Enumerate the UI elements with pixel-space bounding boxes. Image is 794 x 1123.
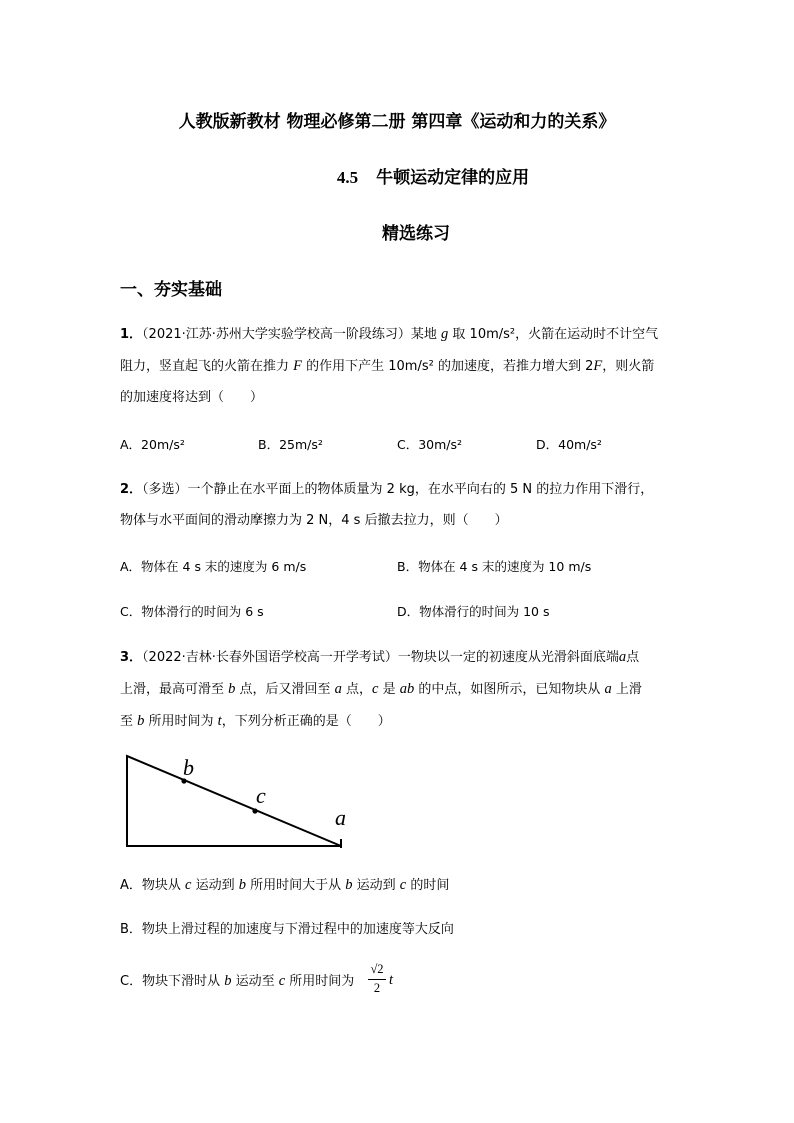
- q3-text: 上滑，最高可滑至: [120, 682, 229, 697]
- q3-var-t: t: [217, 713, 222, 729]
- q1-line-1: [120, 324, 658, 345]
- q3-text: 的时间: [406, 878, 450, 893]
- q3-var-a: a: [604, 681, 612, 697]
- q2-option-d: D．物体滑行的时间为 10 s: [397, 604, 550, 619]
- point-c-dot: [252, 808, 257, 813]
- q1-var-g: g: [441, 326, 449, 342]
- document-title: 人教版新教材 物理必修第二册 第四章《运动和力的关系》: [178, 112, 616, 132]
- q3-line-3: [120, 711, 391, 732]
- q1-source: （2021·江苏·苏州大学实验学校高一阶段练习）: [142, 327, 411, 342]
- label-a: a: [335, 805, 346, 830]
- q1-option-b: B．25m/s²: [258, 437, 323, 452]
- q3-var-c: c: [399, 877, 407, 893]
- lesson-number: 4.5: [336, 168, 359, 187]
- q3-text: 点: [626, 650, 640, 665]
- q3-line-1: [120, 647, 639, 668]
- q1-var-F: F: [593, 358, 603, 374]
- q1-text: 某地: [410, 327, 442, 342]
- q3-text: 点，后又滑回至: [235, 682, 335, 697]
- q3-text: ，下列分析正确的是（ ）: [221, 714, 391, 729]
- q3-text: 所用时间为: [144, 714, 218, 729]
- q3-text: C．物块下滑时从: [120, 974, 225, 989]
- q3-var-c: c: [278, 973, 286, 989]
- q3-text: 点，: [341, 682, 373, 697]
- q1-number: 1．: [120, 327, 143, 342]
- document-subtitle: 精选练习: [382, 224, 450, 244]
- fraction-bar: [368, 979, 386, 980]
- q3-var-b: b: [345, 877, 353, 893]
- q3-text: 的中点，如图所示，已知物块从: [414, 682, 605, 697]
- q3-text: 一物块以一定的初速度从光滑斜面底端: [397, 650, 619, 665]
- q3-option-c: [120, 971, 354, 992]
- q3-var-b: b: [238, 877, 246, 893]
- q3-var-a: a: [618, 649, 627, 665]
- q3-var-ab: ab: [399, 681, 415, 697]
- q3-number: 3．: [120, 650, 143, 665]
- q2-option-c: C．物体滑行的时间为 6 s: [120, 604, 264, 619]
- label-c: c: [256, 783, 266, 808]
- q3-text: 所用时间为: [285, 974, 355, 989]
- q1-text: ，则火箭: [602, 359, 655, 374]
- q2-number: 2．: [120, 482, 143, 497]
- q2-option-a: A．物体在 4 s 末的速度为 6 m/s: [120, 559, 307, 574]
- q3-option-b: B．物块上滑过程的加速度与下滑过程中的加速度等大反向: [120, 922, 454, 937]
- q2-line-1: [120, 480, 653, 500]
- q3-var-b: b: [224, 973, 232, 989]
- q3-var-c: c: [372, 681, 379, 697]
- q3-option-a: [120, 875, 449, 896]
- incline-triangle: [127, 756, 341, 846]
- fraction-sqrt2-over-2: [366, 962, 388, 996]
- q3-var-b: b: [228, 681, 236, 697]
- fraction-denominator: 2: [373, 981, 381, 995]
- q1-text: 阻力，竖直起飞的火箭在推力: [120, 359, 294, 374]
- lesson-heading: [0, 163, 794, 188]
- q1-line-2: [120, 356, 654, 377]
- q1-line-3: 的加速度将达到（ ）: [120, 390, 264, 405]
- q2-option-b: B．物体在 4 s 末的速度为 10 m/s: [397, 559, 592, 574]
- q1-option-a: A．20m/s²: [120, 437, 185, 452]
- q1-option-d: D．40m/s²: [536, 437, 602, 452]
- q3-text: 运动到: [191, 878, 239, 893]
- lesson-title: 牛顿运动定律的应用: [376, 168, 530, 188]
- q3-text: 上滑: [611, 682, 642, 697]
- q3-text: A．物块从: [120, 878, 186, 893]
- q1-text: 取 10m/s²，火箭在运动时不计空气: [448, 327, 659, 342]
- q3-text: 运动至: [231, 974, 279, 989]
- q3-text: 所用时间大于从: [245, 878, 346, 893]
- q3-text: 是: [378, 682, 400, 697]
- q2-line-2: 物体与水平面间的滑动摩擦力为 2 N，4 s 后撤去拉力，则（ ）: [120, 513, 508, 528]
- q1-var-F: F: [293, 358, 302, 374]
- fraction-numerator: √2: [370, 962, 384, 976]
- q3-source: （2022·吉林·长春外国语学校高一开学考试）: [142, 650, 398, 665]
- q3-var-b: b: [137, 713, 145, 729]
- q1-text: 的作用下产生 10m/s² 的加速度，若推力增大到 2: [302, 359, 594, 374]
- q3-var-c: c: [185, 877, 192, 893]
- q3-text: 运动到: [352, 878, 400, 893]
- q3-var-t: t: [389, 972, 394, 988]
- q2-text: （多选）一个静止在水平面上的物体质量为 2 kg，在水平向右的 5 N 的拉力作用下滑行，: [142, 482, 654, 497]
- q3-line-2: [120, 679, 642, 700]
- q3-var-a: a: [334, 681, 342, 697]
- q1-option-c: C．30m/s²: [397, 437, 463, 452]
- q3-text: 至: [120, 714, 138, 729]
- label-b: b: [183, 755, 194, 780]
- section-title: 一、夯实基础: [120, 280, 222, 300]
- incline-figure: [110, 740, 370, 860]
